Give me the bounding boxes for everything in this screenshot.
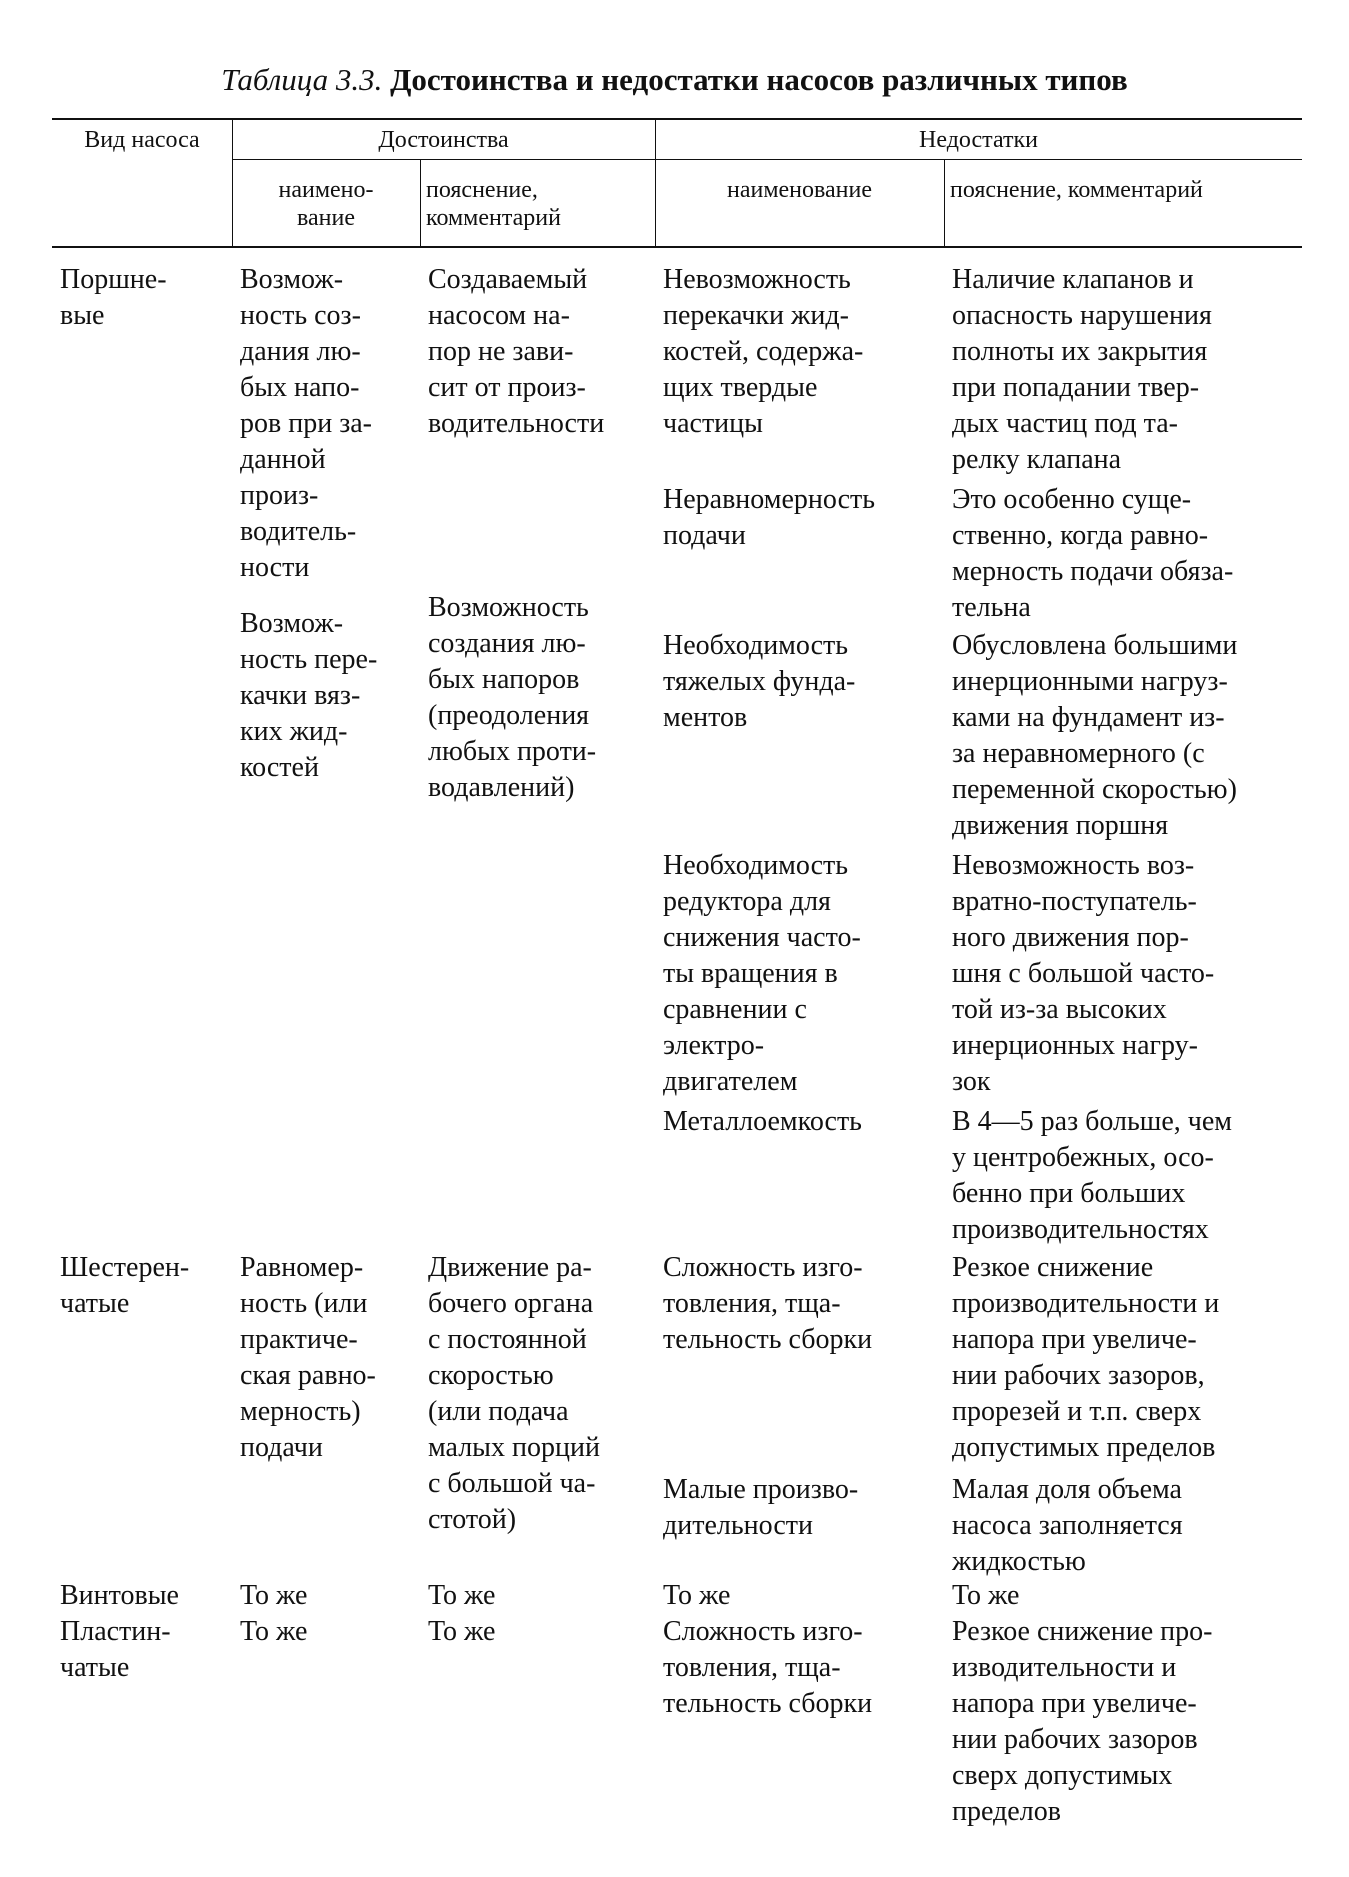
screw-advantage-name: То же [240, 1580, 308, 1611]
piston-disadvantage-comment: Обусловлена большими инерционными нагруз- ками на фундамент из- за неравномерного (с переменной скоростью) движения поршня [952, 630, 1238, 841]
gear-disadvantage-name: Малые произво- дительности [663, 1474, 859, 1541]
piston-disadvantage-name: Необходимость тяжелых фунда- ментов [663, 630, 856, 733]
header-advantage-name: наимено- вание [278, 177, 374, 231]
pump-type-vane: Пластин- чатые [60, 1616, 171, 1683]
piston-advantage-comment: Создаваемый насосом на- пор не зави- сит от произ- водительности [428, 264, 605, 439]
vane-disadvantage-name: Сложность изго- товления, тща- тельность сборки [663, 1616, 873, 1719]
table-header-bottom-rule [52, 246, 1302, 248]
piston-disadvantage-comment: Это особенно суще- ственно, когда равно- мерность подачи обяза- тельна [952, 484, 1234, 623]
piston-advantage-name: Возмож- ность соз- дания лю- бых напо- ров при за- данной произ- водитель- ности [240, 264, 373, 583]
header-divider [420, 159, 421, 246]
piston-disadvantage-comment: В 4—5 раз больше, чем у центробежных, осо- бенно при больших производительностях [952, 1106, 1232, 1245]
gear-disadvantage-comment: Малая доля объема насоса заполняется жидкостью [952, 1474, 1183, 1577]
vane-advantage-comment: То же [428, 1616, 496, 1647]
piston-disadvantage-name: Необходимость редуктора для снижения часто- ты вращения в сравнении с электро- двигателем [663, 850, 861, 1097]
header-disadvantage-name: наименование [726, 177, 873, 203]
header-disadvantages: Недостатки [919, 127, 1038, 153]
vane-advantage-name: То же [240, 1616, 308, 1647]
pump-type-piston: Поршне- вые [60, 264, 167, 331]
table-header-mid-rule [232, 159, 1302, 160]
pump-type-screw: Винтовые [60, 1580, 179, 1611]
table-title: Достоинства и недостатки насосов различных типов [390, 62, 1128, 97]
piston-disadvantage-name: Невозможность перекачки жид- костей, содержа- щих твердые частицы [663, 264, 864, 439]
piston-disadvantage-comment: Наличие клапанов и опасность нарушения полноты их закрытия при попадании твер- дых частиц под та- релку клапана [952, 264, 1212, 475]
header-divider [944, 159, 945, 246]
table-number: Таблица 3.3. [221, 62, 383, 97]
piston-advantage-comment: Возможность создания лю- бых напоров (преодоления любых проти- водавлений) [428, 592, 597, 803]
table-caption [0, 62, 1349, 98]
screw-advantage-comment: То же [428, 1580, 496, 1611]
piston-disadvantage-name: Неравномерность подачи [663, 484, 876, 551]
piston-disadvantage-name: Металлоемкость [663, 1106, 862, 1137]
gear-disadvantage-comment: Резкое снижение производительности и напора при увеличе- нии рабочих зазоров, прорезей и т.п. сверх допустимых пределов [952, 1252, 1220, 1463]
gear-disadvantage-name: Сложность изго- товления, тща- тельность сборки [663, 1252, 873, 1355]
header-pump-type: Вид насоса [84, 127, 200, 153]
table-top-rule [52, 118, 1302, 120]
vane-disadvantage-comment: Резкое снижение про- изводительности и напора при увеличе- нии рабочих зазоров сверх допустимых пределов [952, 1616, 1213, 1827]
pump-type-gear: Шестерен- чатые [60, 1252, 190, 1319]
gear-advantage-comment: Движение ра- бочего органа с постоянной скоростью (или подача малых порций с большой ча- стотой) [428, 1252, 600, 1535]
gear-advantage-name: Равномер- ность (или практиче- ская равно- мерность) подачи [240, 1252, 376, 1463]
screw-disadvantage-name: То же [663, 1580, 731, 1611]
piston-disadvantage-comment: Невозможность воз- вратно-поступатель- ного движения пор- шня с большой часто- той из-за высоких инерционных нагру- зок [952, 850, 1215, 1097]
piston-advantage-name: Возмож- ность пере- качки вяз- ких жид- костей [240, 608, 378, 783]
header-advantages: Достоинства [378, 127, 509, 153]
header-disadvantage-comment: пояснение, комментарий [950, 177, 1203, 203]
header-advantage-comment: пояснение, комментарий [426, 177, 561, 231]
screw-disadvantage-comment: То же [952, 1580, 1020, 1611]
